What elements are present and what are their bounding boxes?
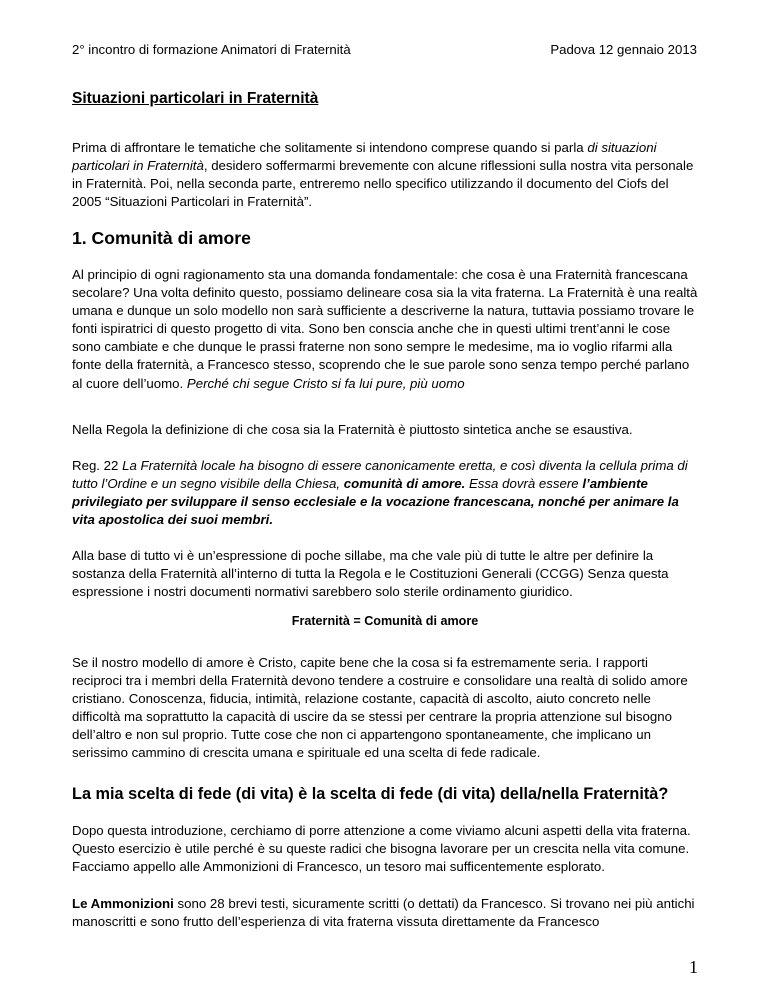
header-event: 2° incontro di formazione Animatori di Fraternità xyxy=(72,42,351,57)
paragraph-modello-amore: Se il nostro modello di amore è Cristo, capite bene che la cosa si fa estremamente seria. I rapporti reciproci tra i membri della Fraternità devono tendere a costruire e consolidare una realtà di solido amore cristiano. Conoscenza, fiducia, intimità, relazione costante, capacità di ascolto, aiuto concreto nelle difficoltà ma soprattutto la capacità di uscire da se stessi per centrare la propria attenzione sul bisogno dell’altro e non sul proprio. Tutte cose che non ci appartengono spontaneamente, che implicano un serissimo cammino di crescita umana e spirituale ed una scelta di fede radicale. xyxy=(72,655,688,761)
paragraph-introduzione-ammonizioni: Dopo questa introduzione, cerchiamo di porre attenzione a come viviamo alcuni aspetti della vita fraterna. Questo esercizio è utile perché è su queste radici che bisogna lavorare per un crescita nella vita comune. Facciamo appello alle Ammonizioni di Francesco, un tesoro mai sufficentemente esplorato. xyxy=(72,823,691,875)
paragraph-ammonizioni: Le Ammonizioni sono 28 brevi testi, sicuramente scritti (o dettati) da Francesco. Si trovano nei più antichi manoscritti e sono frutto dell’esperienza di vita fraterna vissuta direttamente da Francesco xyxy=(72,896,695,930)
formula-fraternita: Fraternità = Comunità di amore xyxy=(291,614,479,628)
section-heading-scelta-fede: La mia scelta di fede (di vita) è la scelta di fede (di vita) della/nella Fraternità? xyxy=(72,785,669,803)
section-heading-comunita: 1. Comunità di amore xyxy=(72,228,251,248)
intro-paragraph: Prima di affrontare le tematiche che solitamente si intendono comprese quando si parla di situazioni particolari in Fraternità, desidero soffermarmi brevemente con alcune riflessioni sulla nostra vita personale in Fraternità. Poi, nella seconda parte, entreremo nello specifico utilizzando il documento del Ciofs del 2005 “Situazioni Particolari in Fraternità”. xyxy=(72,140,694,210)
document-title: Situazioni particolari in Fraternità xyxy=(72,90,319,107)
paragraph-reg22-quote: Reg. 22 La Fraternità locale ha bisogno di essere canonicamente eretta, e così diventa la cellula prima di tutto l’Ordine e un segno visibile della Chiesa, comunità di amore. Essa dovrà essere l’ambiente privilegiato per sviluppare il senso ecclesiale e la vocazione francescana, nonché per animare la vita apostolica dei suoi membri. xyxy=(72,458,688,528)
page-number: 1 xyxy=(689,957,698,977)
paragraph-base: Alla base di tutto vi è un’espressione di poche sillabe, ma che vale più di tutte le altre per definire la sostanza della Fraternità all’interno di tutta la Regola e le Costituzioni Generali (CCGG) Senza questa espressione i nostri documenti normativi sarebbero solo sterile ordinamento giuridico. xyxy=(72,548,669,600)
header-date: Padova 12 gennaio 2013 xyxy=(550,42,697,57)
paragraph-regola: Nella Regola la definizione di che cosa sia la Fraternità è piuttosto sintetica anche se esaustiva. xyxy=(72,422,633,437)
paragraph-fraternita-definition: Al principio di ogni ragionamento sta una domanda fondamentale: che cosa è una Fraternità francescana secolare? Una volta definito questo, possiamo delineare cosa sia la vita fraterna. La Fraternità è una realtà umana e dunque un solo modello non sarà sufficiente a descriverne la natura, tuttavia possiamo trovare le fonti ispiratrici di questo progetto di vita. Sono ben conscia anche che in questi ultimi trent’anni le cose sono cambiate e che dunque le prassi fraterne non sono sempre le medesime, ma io voglio rifarmi alla fonte della fraternità, a Francesco stesso, scoprendo che le sue parole sono senza tempo perché parlano al cuore dell’uomo. Perché chi segue Cristo si fa lui pure, più uomo xyxy=(72,267,698,391)
